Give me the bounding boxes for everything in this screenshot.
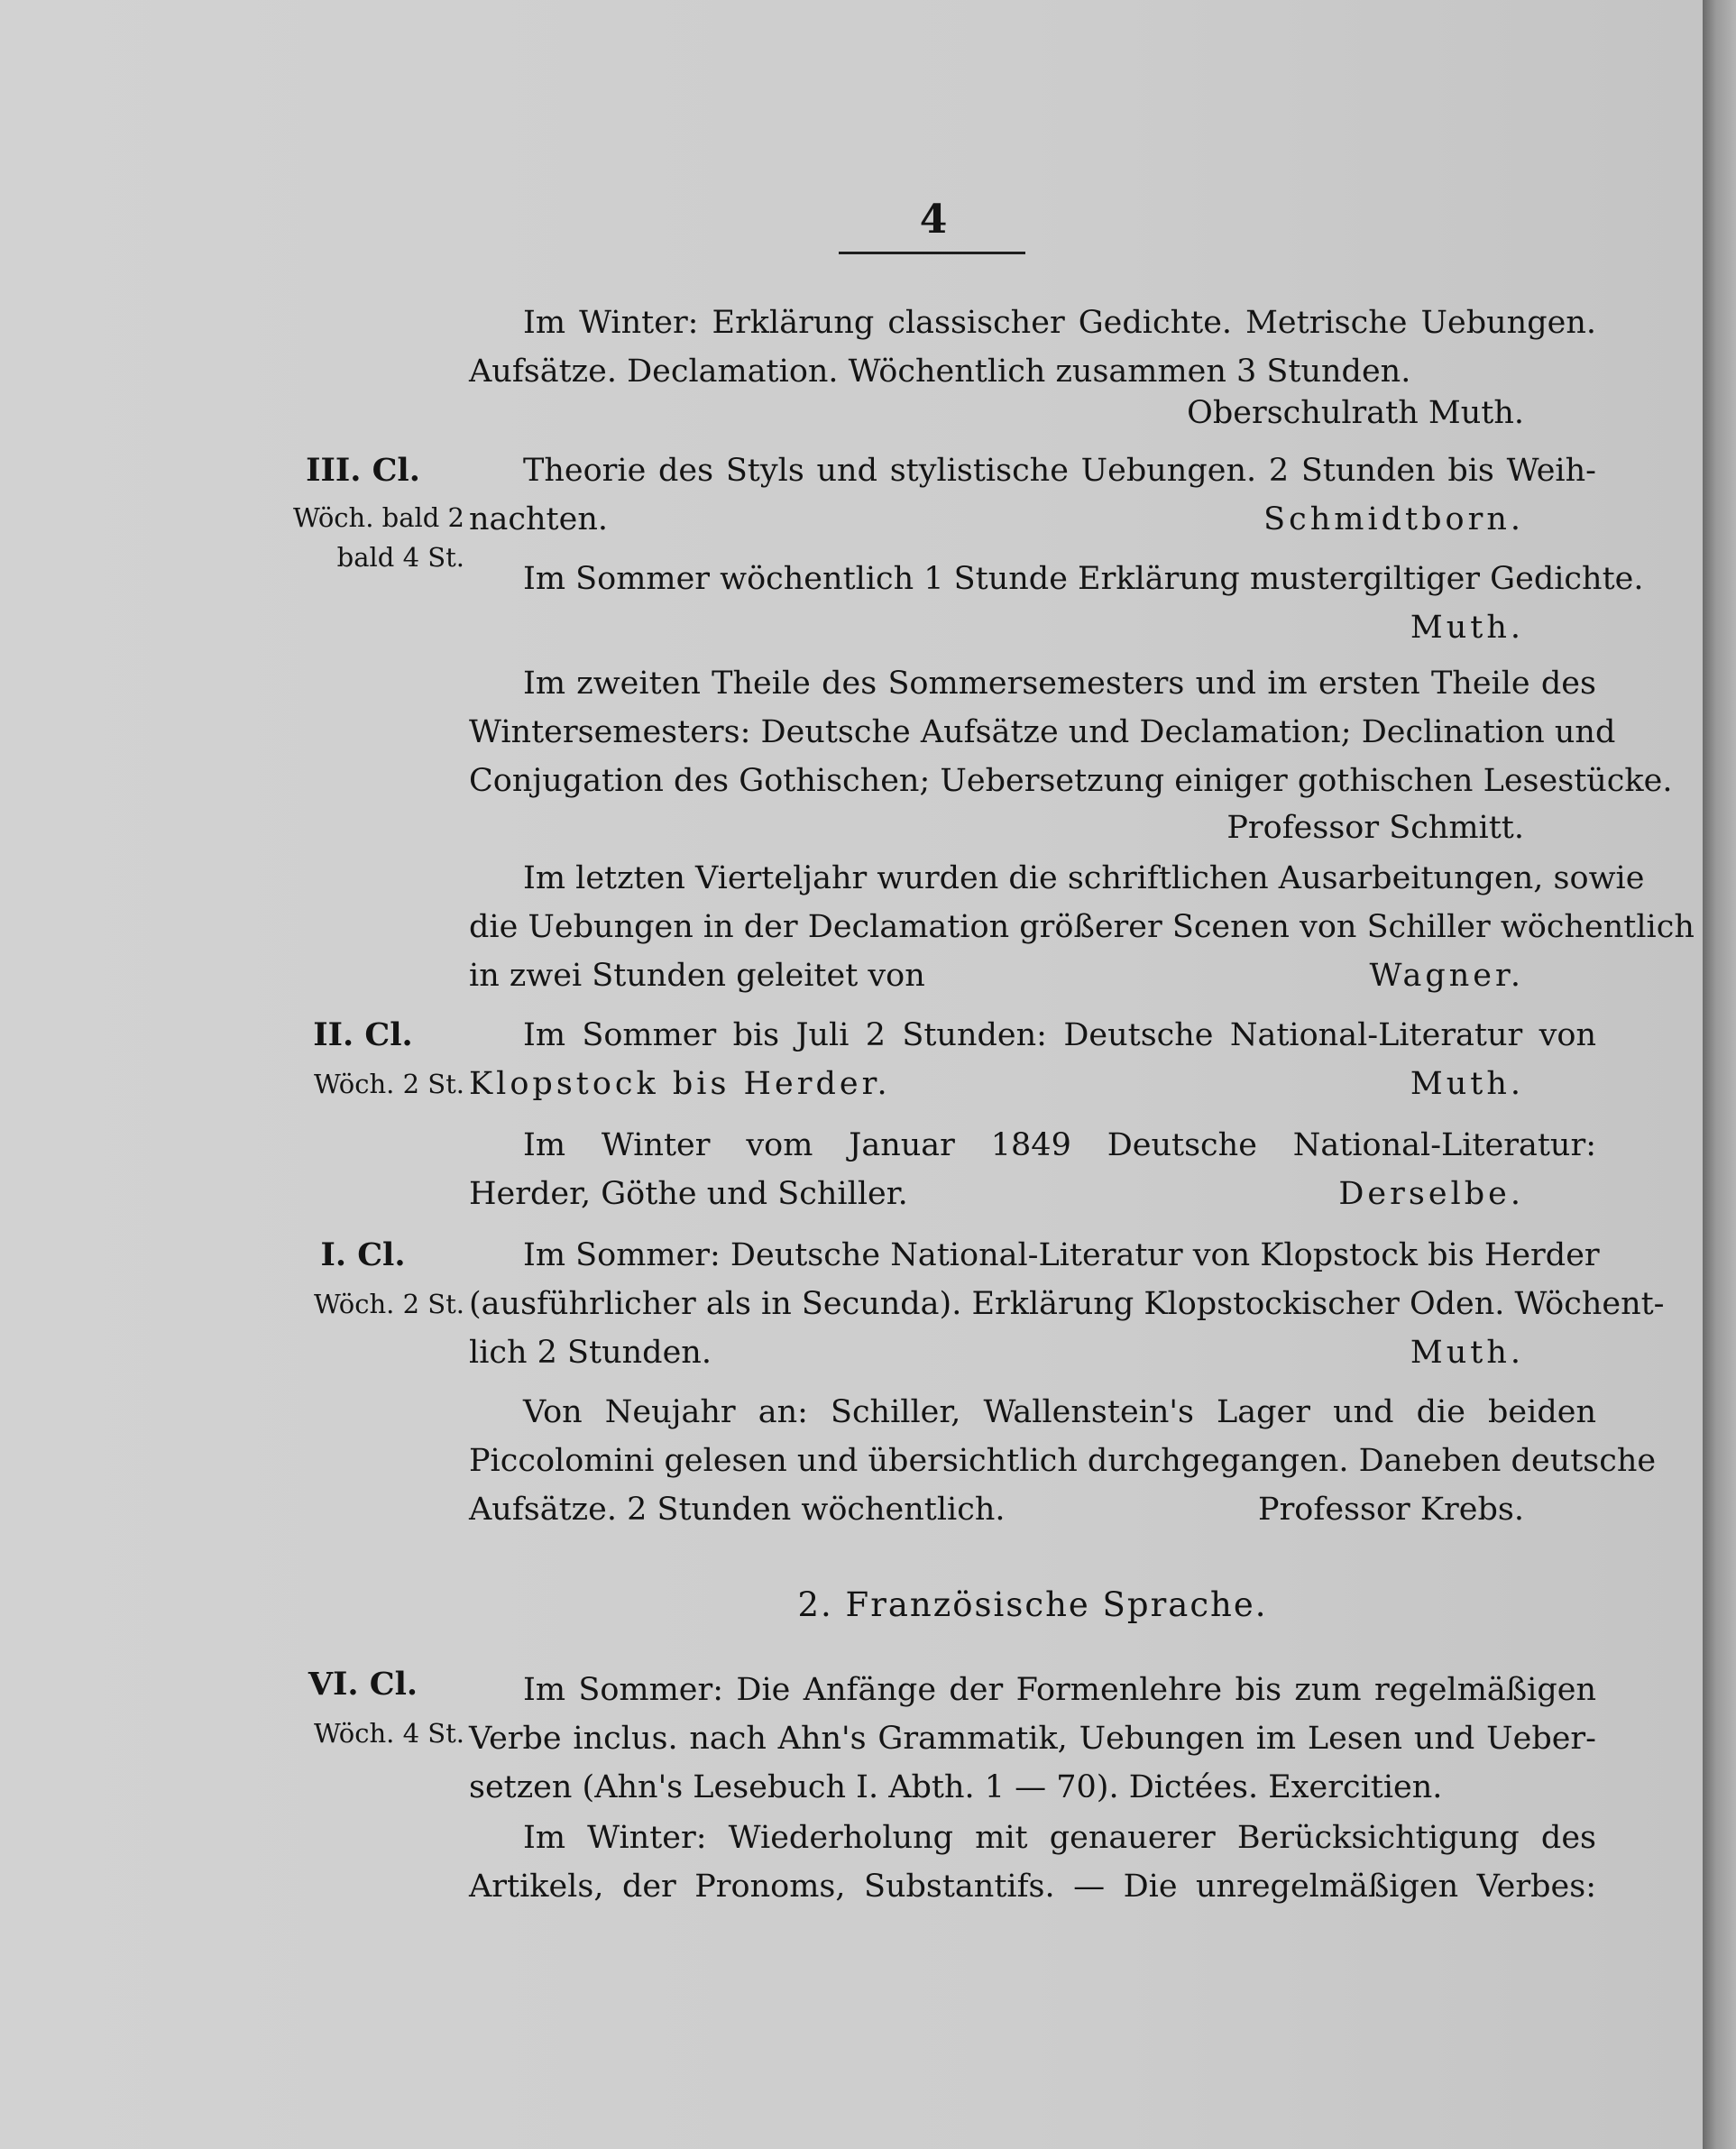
class-hours-VI: Wöch. 4 St. [313,1718,464,1749]
text-line: Wintersemesters: Deutsche Aufsätze und Declamation; Declination und [469,714,1616,750]
class-label-II: II. Cl. [313,1016,413,1053]
text-line: Im Sommer wöchentlich 1 Stunde Erklärung mustergiltiger Gedichte. [523,561,1644,597]
text-line: Piccolomini gelesen und übersichtlich durchgegangen. Daneben deutsche [469,1443,1657,1479]
page-number: 4 [919,197,948,243]
text-line: Aufsätze. 2 Stunden wöchentlich. [469,1492,1006,1528]
class-hours-III: Wöch. bald 2 [292,502,464,533]
text-line: lich 2 Stunden. [469,1335,712,1371]
text-line: Im Winter: Erklärung classischer Gedichte. Metrische Uebungen. [523,305,1596,341]
page-edge [1703,0,1736,2149]
text-line: Im zweiten Theile des Sommersemesters und im ersten Theile des [523,666,1596,702]
author-signature: Muth. [1410,1066,1524,1102]
text-line: Conjugation des Gothischen; Uebersetzung einiger gothischen Lesestücke. [469,763,1673,799]
text-line: Im Sommer bis Juli 2 Stunden: Deutsche National-Literatur von [523,1017,1596,1053]
text-line: die Uebungen in der Declamation größerer Scenen von Schiller wöchentlich [469,909,1695,945]
author-signature: Professor Schmitt. [1226,810,1524,846]
class-label-VI: VI. Cl. [308,1666,418,1703]
class-hours-I: Wöch. 2 St. [313,1289,464,1319]
text-line: Verbe inclus. nach Ahn's Grammatik, Uebungen im Lesen und Ueber- [469,1721,1596,1757]
text-line: Klopstock bis Herder. [469,1066,891,1102]
author-signature: Professor Krebs. [1258,1492,1524,1528]
text-line: (ausführlicher als in Secunda). Erklärung Klopstockischer Oden. Wöchent- [469,1286,1665,1322]
author-signature: Muth. [1410,610,1524,646]
author-signature: Oberschulrath Muth. [1187,395,1524,431]
text-line: Aufsätze. Declamation. Wöchentlich zusammen 3 Stunden. [469,354,1411,390]
class-label-I: I. Cl. [320,1236,406,1273]
author-signature: Muth. [1410,1335,1524,1371]
class-hours-II: Wöch. 2 St. [313,1069,464,1099]
class-label-III: III. Cl. [306,452,420,489]
text-line: Im Sommer: Deutsche National-Literatur von Klopstock bis Herder [523,1237,1600,1273]
page-number-rule [839,252,1025,254]
author-signature: Schmidtborn. [1263,501,1524,537]
class-hours-III-2: bald 4 St. [336,542,464,573]
section-heading: 2. Französische Sprache. [797,1585,1268,1624]
text-line: Herder, Göthe und Schiller. [469,1176,908,1212]
text-line: in zwei Stunden geleitet von [469,958,925,994]
text-line: Im letzten Vierteljahr wurden die schriftlichen Ausarbeitungen, sowie [523,860,1645,896]
text-line: Theorie des Styls und stylistische Uebungen. 2 Stunden bis Weih- [523,453,1596,489]
text-line: Im Sommer: Die Anfänge der Formenlehre bis zum regelmäßigen [523,1672,1596,1708]
text-line: Artikels, der Pronoms, Substantifs. — Die unregelmäßigen Verbes: [469,1869,1596,1905]
author-signature: Derselbe. [1338,1176,1524,1212]
text-line: Im Winter vom Januar 1849 Deutsche National-Literatur: [523,1127,1596,1163]
author-signature: Wagner. [1369,958,1524,994]
text-line: Von Neujahr an: Schiller, Wallenstein's Lager und die beiden [523,1394,1596,1430]
text-line: Im Winter: Wiederholung mit genauerer Berücksichtigung des [523,1820,1596,1856]
text-line: setzen (Ahn's Lesebuch I. Abth. 1 — 70). Dictées. Exercitien. [469,1769,1443,1805]
text-line: nachten. [469,501,608,537]
